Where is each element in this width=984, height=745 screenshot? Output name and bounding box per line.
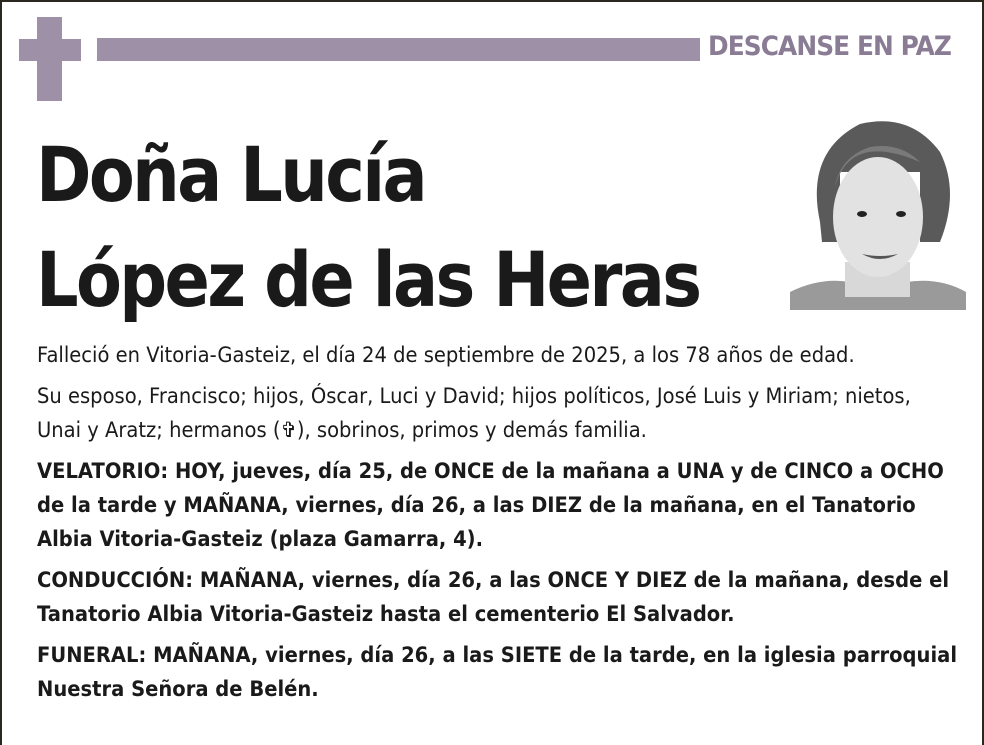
header-bar — [97, 38, 700, 61]
conduccion-info: CONDUCCIÓN: MAÑANA, viernes, día 26, a las ONCE Y DIEZ de la mañana, desde el Tanatorio Albia Vitoria-Gasteiz hasta el cementerio El Salvador. — [37, 568, 950, 626]
funeral-info: FUNERAL: MAÑANA, viernes, día 26, a las SIETE de la tarde, en la iglesia parroquial Nuestra Señora de Belén. — [37, 643, 958, 701]
deceased-name-line2: López de las Heras — [36, 235, 700, 324]
deceased-name-line1: Doña Lucía — [36, 130, 426, 219]
velatorio-info: VELATORIO: HOY, jueves, día 25, de ONCE de la mañana a UNA y de CINCO a OCHO de la tarde y MAÑANA, viernes, día 26, a las DIEZ de la mañana, en el Tanatorio Albia Vitoria-Gasteiz (plaza Gamarra, 4). — [37, 459, 944, 551]
family-list: Su esposo, Francisco; hijos, Óscar, Luci y David; hijos políticos, José Luis y Miriam; nietos, Unai y Aratz; hermanos (✞), sobrinos, primos y demás familia. — [37, 384, 911, 442]
obituary-body — [37, 338, 958, 713]
portrait-photo — [790, 112, 966, 310]
death-notice: Falleció en Vitoria-Gasteiz, el día 24 de septiembre de 2025, a los 78 años de edad. — [37, 343, 855, 367]
header-title: DESCANSE EN PAZ — [708, 31, 951, 62]
